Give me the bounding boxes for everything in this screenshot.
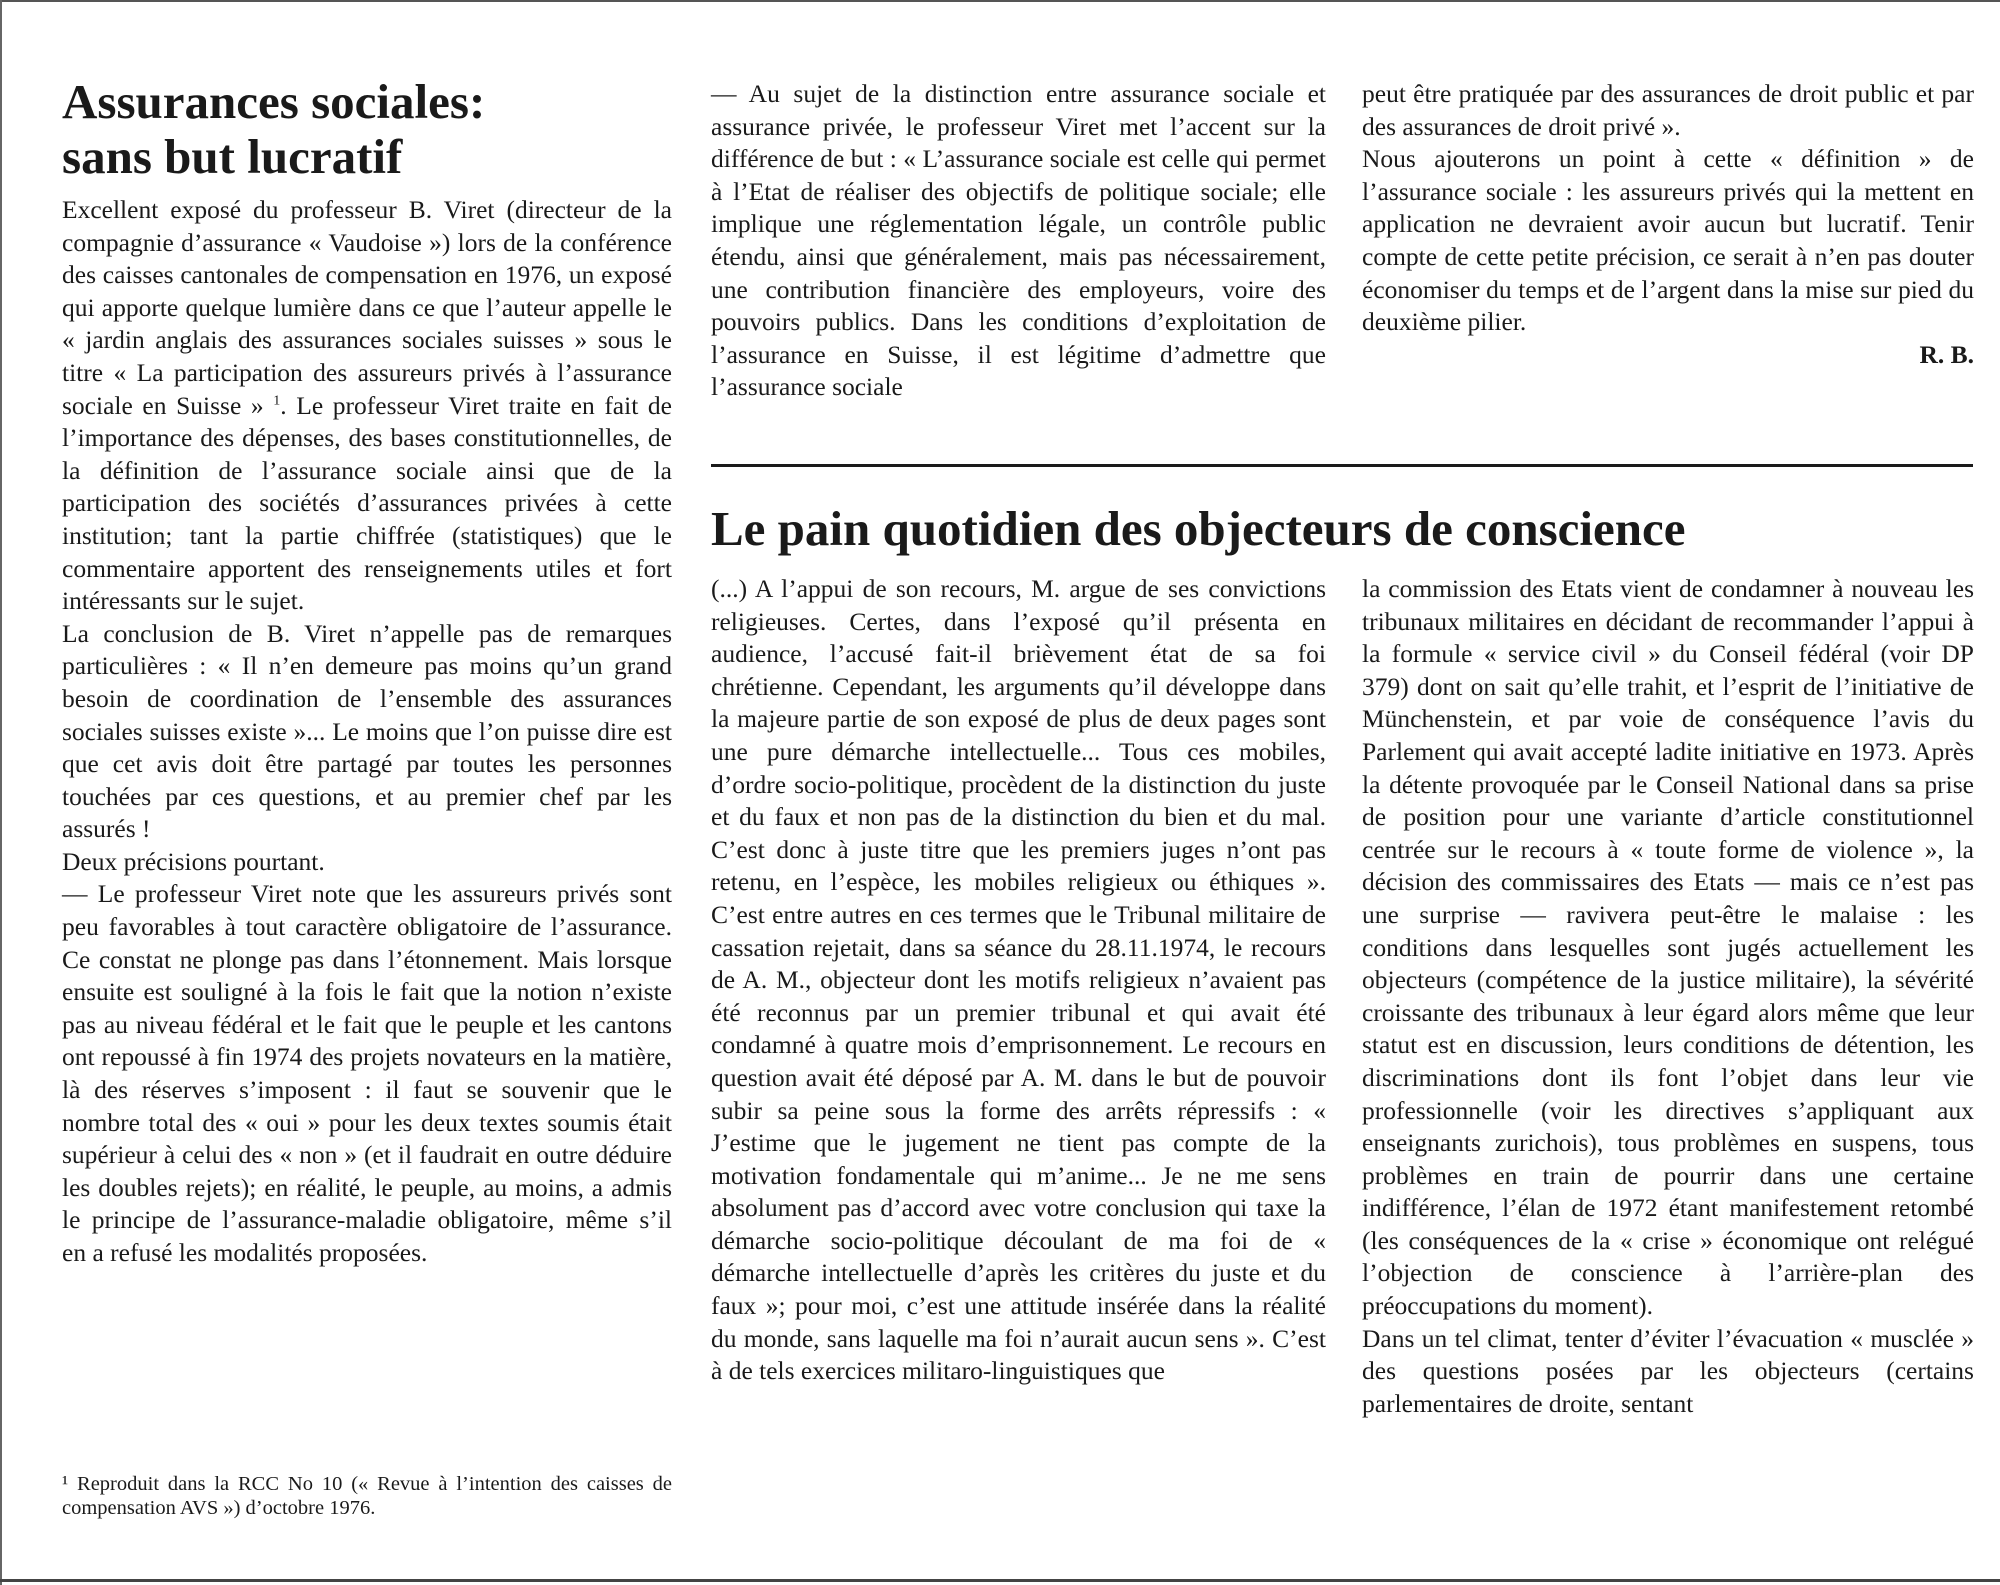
- article1-title-line1: Assurances sociales:: [62, 74, 486, 129]
- article2-column-3-p1: la commission des Etats vient de condamner à nouveau les tribunaux militaires en décidant de recommander l’appui à la formule « service civil » du Conseil fédéral (voir DP 379) dont on sait qu’elle trahit, et l’esprit de l’initiative de Münchenstein, et par voie de conséquence l’avis du Parlement qui avait accepté ladite initiative en 1973. Après la détente provoquée par le Conseil National dans sa prise de position pour une variante d’article constitutionnel centrée sur le recours à « toute forme de violence », la décision des commissaires des Etats — mais ce n’est pas une surprise — ravivera peut-être le malaise : les conditions dans lesquelles sont jugés actuellement les objecteurs (compétence de la justice militaire), la sévérité croissante des tribunaux à leur égard alors même que leur statut est en discussion, leurs conditions de détention, les discriminations dont ils font l’objet dans leur vie professionnelle (voir les directives s’appliquant aux enseignants zurichois), tous problèmes en suspens, tous problèmes en train de pourrir dans une certaine indifférence, l’élan de 1972 étant manifestement retombé (les conséquences de la « crise » économique ont relégué l’objection de conscience à l’arrière-plan des préoccupations du moment).: [1362, 574, 1974, 1321]
- article2-column-3-p2: Dans un tel climat, tenter d’éviter l’évacuation « musclée » des questions posées par les objecteurs (certains parlementaires de droite, sentant: [1362, 1323, 1974, 1418]
- article1-paragraph-1-text: Excellent exposé du professeur B. Viret (directeur de la compagnie d’assurance « Vaudoise ») lors de la conférence des caisses cantonales de compensation en 1976, un exposé qui apporte quelque lumière dans ce que l’auteur appelle le « jardin anglais des assurances sociales suisses » sous le titre « La participation des assureurs privés à l’assurance sociale en Suisse »: [62, 195, 672, 420]
- article2-column-2: [711, 573, 1326, 1388]
- article-separator-rule: [711, 464, 1973, 467]
- article1-footnote: ¹ Reproduit dans la RCC No 10 (« Revue à l’intention des caisses de compensation AVS ») d’octobre 1976.: [62, 1473, 672, 1519]
- article1-paragraph-3: Deux précisions pourtant.: [62, 846, 325, 876]
- article2-title: Le pain quotidien des objecteurs de conscience: [711, 501, 1686, 556]
- article1-column-3-p1: peut être pratiquée par des assurances de droit public et par des assurances de droit privé ».: [1362, 79, 1974, 141]
- article1-column-3-p2: Nous ajouterons un point à cette « définition » de l’assurance sociale : les assureurs privés qui la mettent en application ne devraient avoir aucun but lucratif. Tenir compte de cette petite précision, ce serait à n’en pas douter économiser du temps et de l’argent dans la mise sur pied du deuxième pilier.: [1362, 144, 1974, 337]
- article1-column-1: [62, 194, 672, 1270]
- footnote-marker: 1: [273, 393, 281, 409]
- page-edge-left: [0, 0, 2, 1585]
- article1-title: [62, 74, 682, 184]
- article1-signature: R. B.: [1919, 339, 1974, 369]
- article1-paragraph-1-rest: . Le professeur Viret traite en fait de l’importance des dépenses, des bases constitutionnelles, de la définition de l’assurance sociale ainsi que de la participation des sociétés d’assurances privées à cette institution; tant la partie chiffrée (statistiques) que le commentaire apportent des renseignements utiles et fort intéressants sur le sujet.: [62, 390, 672, 616]
- article1-column-3: [1362, 78, 1974, 371]
- page-edge-top: [0, 0, 2000, 2]
- article1-column-2: [711, 78, 1326, 404]
- article1-title-line2: sans but lucratif: [62, 129, 403, 184]
- page-edge-bottom: [0, 1579, 2000, 1582]
- article1-paragraph-1: [62, 194, 672, 618]
- article2-column-3: [1362, 573, 1974, 1420]
- article1-column-2-text: — Au sujet de la distinction entre assurance sociale et assurance privée, le professeur Viret met l’accent sur la différence de but : « L’assurance sociale est celle qui permet à l’Etat de réaliser des objectifs de politique sociale; elle implique une réglementation légale, un contrôle public étendu, ainsi que généralement, mais pas nécessairement, une contribution financière des employeurs, voire des pouvoirs publics. Dans les conditions d’exploitation de l’assurance en Suisse, il est légitime d’admettre que l’assurance sociale: [711, 79, 1326, 402]
- article2-column-2-text: (...) A l’appui de son recours, M. argue de ses convictions religieuses. Certes, dans l’exposé qu’il présenta en audience, l’accusé fait-il brièvement état de sa foi chrétienne. Cependant, les arguments qu’il développe dans la majeure partie de son exposé de plus de deux pages sont une pure démarche intellectuelle... Tous ces mobiles, d’ordre socio-politique, procèdent de la distinction du juste et du faux et non pas de la distinction du bien et du mal. C’est donc à juste titre que les premiers juges n’ont pas retenu, en l’espèce, les mobiles religieux ou éthiques ». C’est entre autres en ces termes que le Tribunal militaire de cassation rejetait, dans sa séance du 28.11.1974, le recours de A. M., objecteur dont les motifs religieux n’avaient pas été reconnus par un premier tribunal et qui avait été condamné à quatre mois d’emprisonnement. Le recours en question avait été déposé par A. M. dans le but de pouvoir subir sa peine sous la forme des arrêts répressifs : « J’estime que le jugement ne tient pas compte de la motivation fondamentale qui m’anime... Je ne me sens absolument pas d’accord avec votre conclusion qui taxe la démarche socio-politique découlant de ma foi de « démarche intellectuelle d’après les critères du juste et du faux »; pour moi, c’est une attitude insérée dans la réalité du monde, sans laquelle ma foi n’aurait aucun sens ». C’est à de tels exercices militaro-linguistiques que: [711, 574, 1326, 1386]
- article1-paragraph-2: La conclusion de B. Viret n’appelle pas de remarques particulières : « Il n’en demeure pas moins qu’un grand besoin de coordination de l’ensemble des assurances sociales suisses existe »... Le moins que l’on puisse dire est que cet avis doit être partagé par toutes les personnes touchées par ces questions, et au premier chef par les assurés !: [62, 618, 672, 844]
- article1-paragraph-4: — Le professeur Viret note que les assureurs privés sont peu favorables à tout caractère obligatoire de l’assurance. Ce constat ne plonge pas dans l’étonnement. Mais lorsque ensuite est souligné à la fois le fait que la notion n’existe pas au niveau fédéral et le fait que le peuple et les cantons ont repoussé à fin 1974 des projets novateurs en la matière, là des réserves s’imposent : il faut se souvenir que le nombre total des « oui » pour les deux textes soumis était supérieur à celui des « non » (et il faudrait en outre déduire les doubles rejets); en réalité, le peuple, au moins, a admis le principe de l’assurance-maladie obligatoire, même s’il en a refusé les modalités proposées.: [62, 879, 672, 1267]
